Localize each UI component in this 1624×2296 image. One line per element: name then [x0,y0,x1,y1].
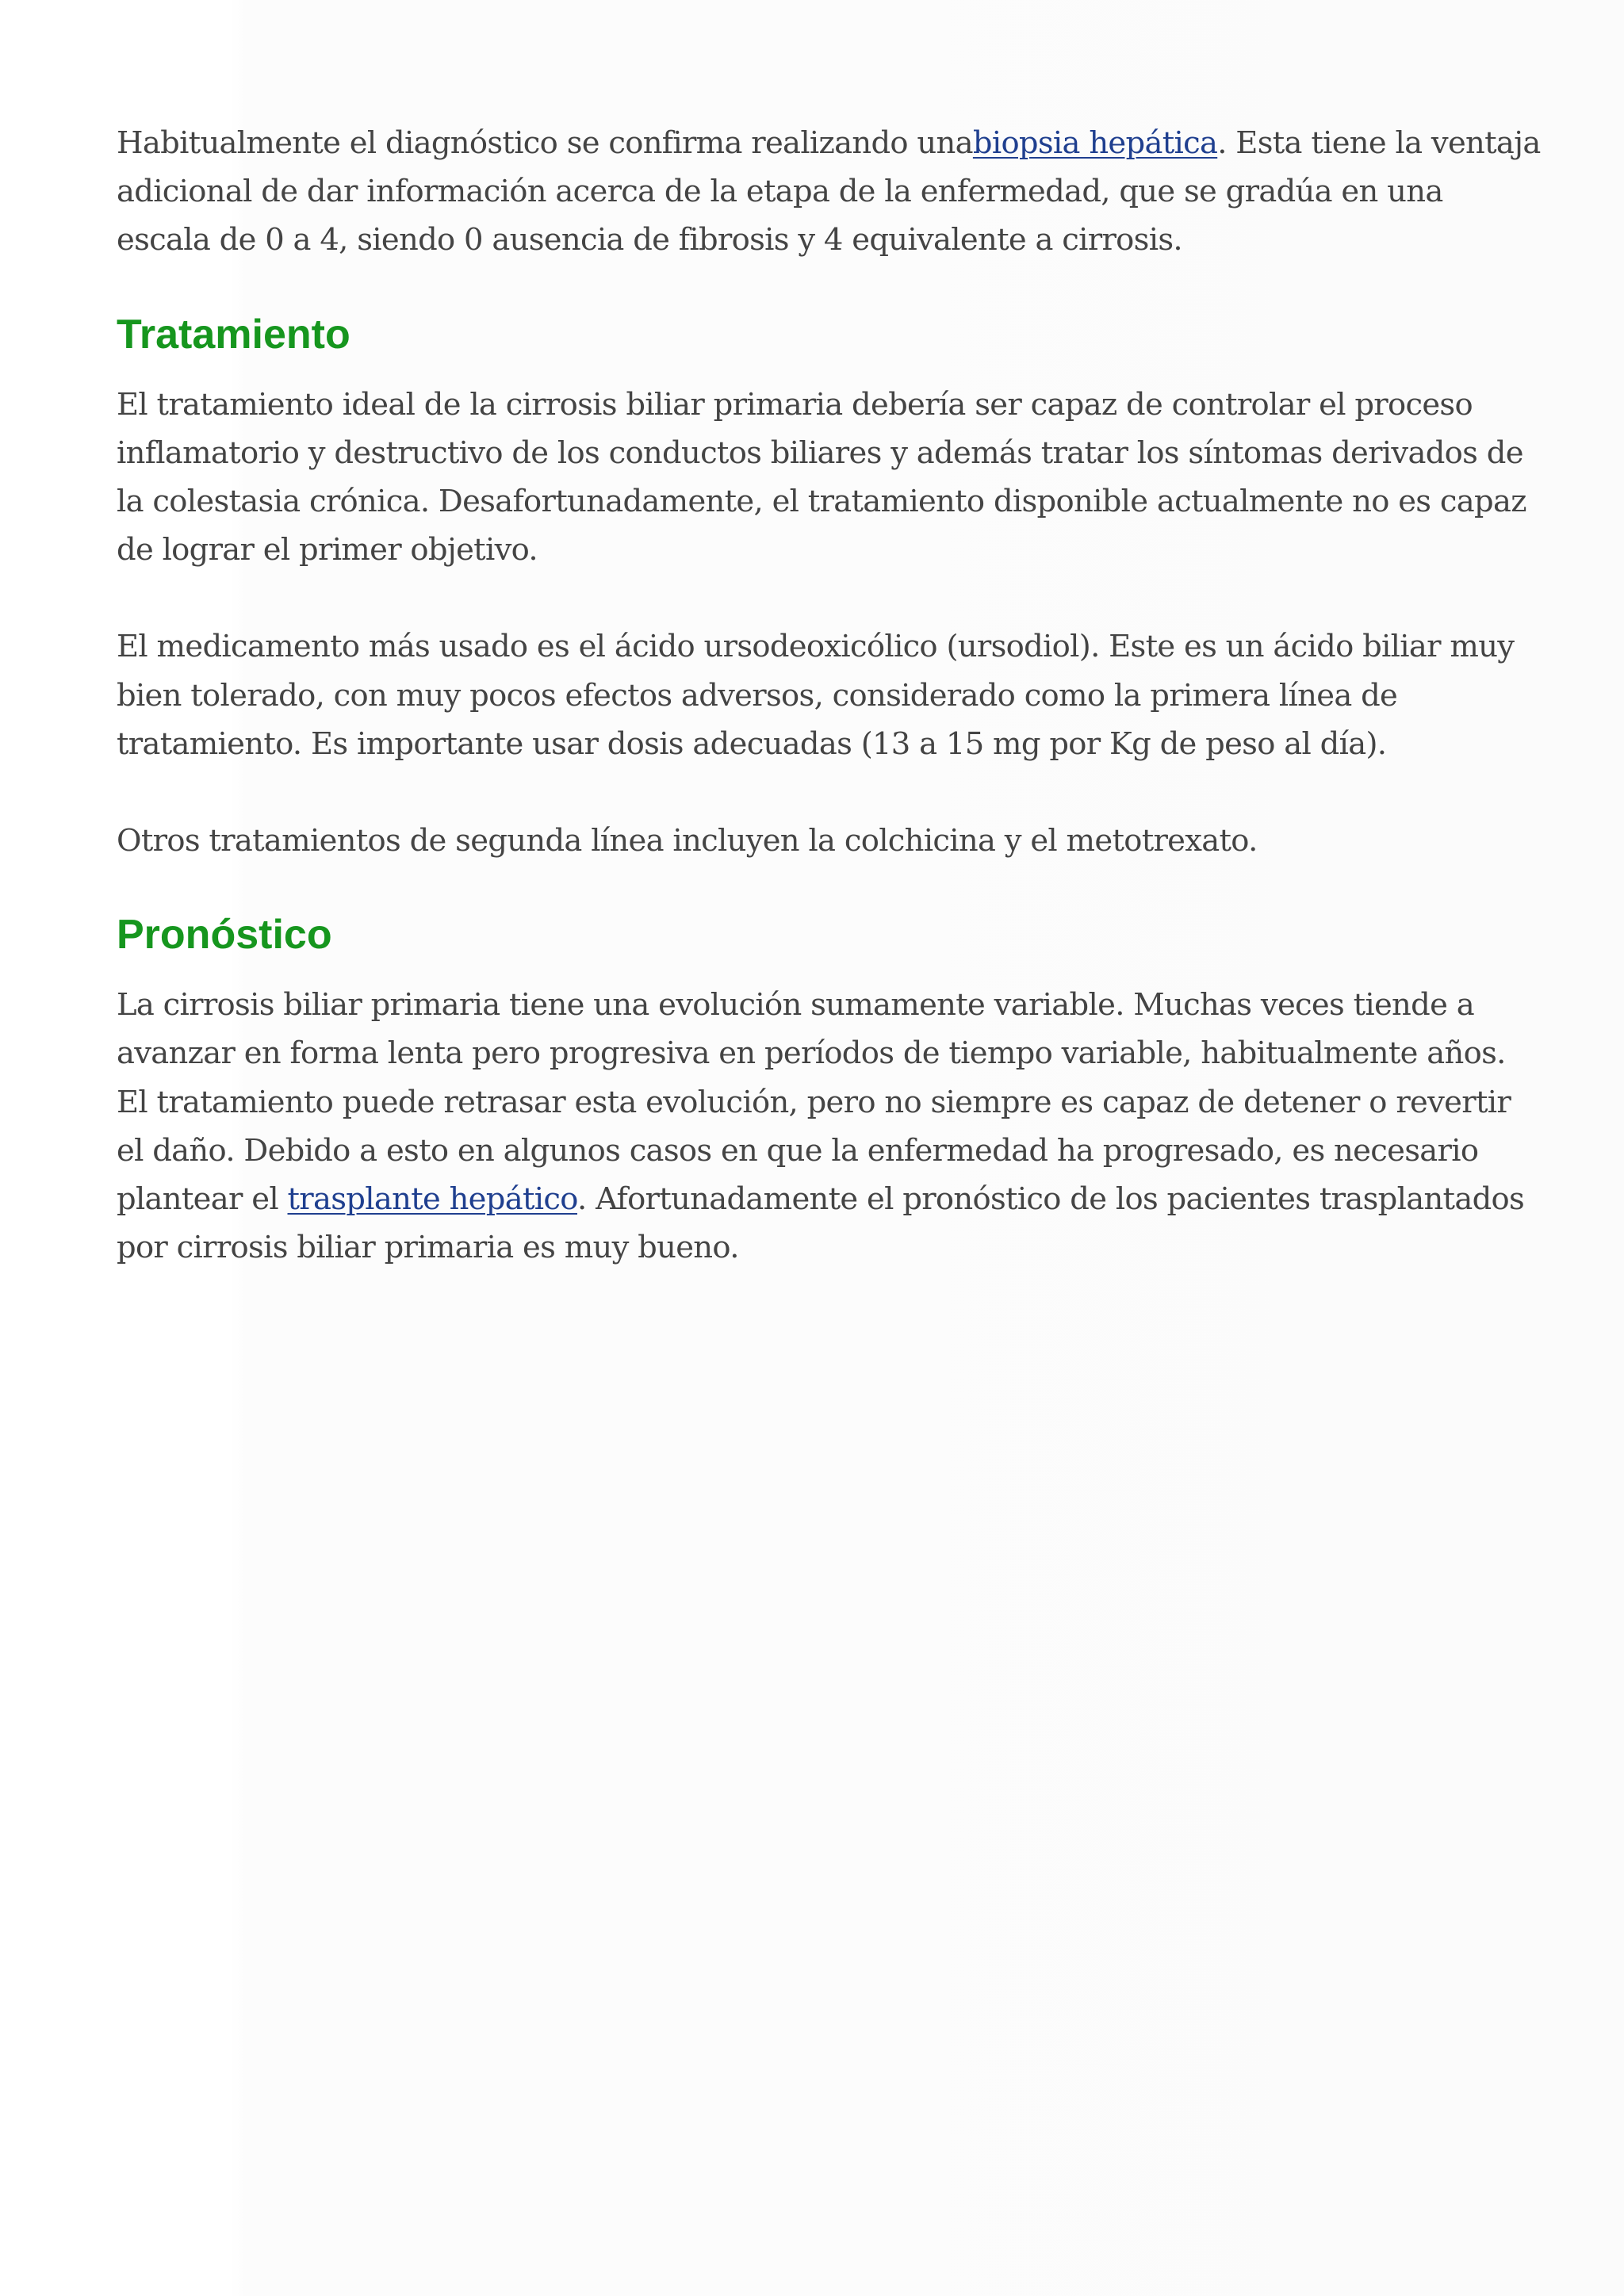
biopsia-hepatica-link[interactable]: biopsia hepática [972,125,1218,161]
tratamiento-paragraph-1: El tratamiento ideal de la cirrosis biliar primaria debería ser capaz de controlar el proceso inflamatorio y destructivo de los conductos biliares y además tratar los síntomas derivados de la colestasia crónica. Desafortunadamente, el tratamiento disponible actualmente no es capaz de lograr el primer objetivo. [117,386,1526,568]
pronostico-heading: Pronóstico [117,912,332,959]
intro-paragraph [117,119,1544,265]
pronostico-paragraph [117,981,1544,1272]
intro-text-after-link: . Esta tiene la ventaja adicional de dar información acerca de la etapa de la enfermedad, que se gradúa en una escala de 0 a 4, siendo 0 ausencia de fibrosis y 4 equivalente a cirrosis. [117,125,1541,258]
intro-text-before-link: Habitualmente el diagnóstico se confirma realizando una [117,125,973,161]
trasplante-hepatico-link[interactable]: trasplante hepático [287,1181,578,1218]
tratamiento-paragraph-3: Otros tratamientos de segunda línea incluyen la colchicina y el metotrexato. [117,823,1258,859]
pronostico-text-after-link: . Afortunadamente el pronóstico de los pacientes trasplantados por cirrosis biliar primaria es muy bueno. [117,1181,1525,1266]
tratamiento-heading: Tratamiento [117,311,350,358]
article-content [117,119,1544,1272]
pronostico-text-before-link: La cirrosis biliar primaria tiene una evolución sumamente variable. Muchas veces tiende a avanzar en forma lenta pero progresiva en períodos de tiempo variable, habitualmente años. El tratamiento puede retrasar esta evolución, pero no siempre es capaz de detener o revertir el daño. Debido a esto en algunos casos en que la enfermedad ha progresado, es necesario plantear el [117,987,1511,1218]
tratamiento-paragraph-2: El medicamento más usado es el ácido ursodeoxicólico (ursodiol). Este es un ácido biliar muy bien tolerado, con muy pocos efectos adversos, considerado como la primera línea de tratamiento. Es importante usar dosis adecuadas (13 a 15 mg por Kg de peso al día). [117,629,1515,762]
